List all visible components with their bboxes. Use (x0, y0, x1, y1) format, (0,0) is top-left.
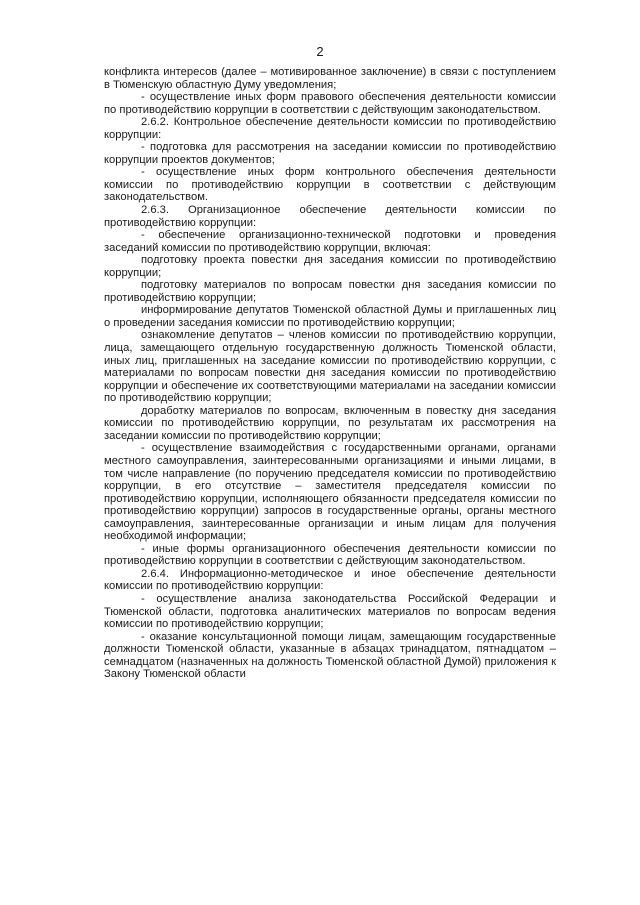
paragraph: - осуществление анализа законодательства Российской Федерации и Тюменской области, подготовка аналитических материалов по вопросам ведения комиссии по противодействию коррупции; (104, 592, 556, 631)
paragraph: - подготовка для рассмотрения на заседании комиссии по противодействию коррупции проектов документов; (104, 141, 556, 166)
paragraph: конфликта интересов (далее – мотивированное заключение) в связи с поступлением в Тюменскую областную Думу уведомления; (104, 66, 556, 91)
document-body (104, 66, 556, 681)
paragraph: подготовку проекта повестки дня заседания комиссии по противодействию коррупции; (104, 254, 556, 279)
paragraph: - обеспечение организационно-технической подготовки и проведения заседаний комиссии по противодействию коррупции, включая: (104, 229, 556, 254)
paragraph: - осуществление взаимодействия с государственными органами, органами местного самоуправления, заинтересованными организациями и иными лицами, в том числе направление (по поручению председателя комиссии по противодействию коррупции, в его отсутствие – заместителя председателя комиссии по противодействию коррупции, исполняющего обязанности председателя комиссии по противодействию коррупции) запросов в государственные органы, органы местного самоуправления, заинтересованные организации и иным лицам для получения необходимой информации; (104, 442, 556, 543)
paragraph: - оказание консультационной помощи лицам, замещающим государственные должности Тюменской области, указанные в абзацах тринадцатом, пятнадцатом – семнадцатом (назначенных на должность Тюменской областной Думой) приложения к Закону Тюменской области (104, 630, 556, 681)
paragraph: - осуществление иных форм контрольного обеспечения деятельности комиссии по противодействию коррупции в соответствии с действующим законодательством. (104, 166, 556, 204)
paragraph: 2.6.4. Информационно-методическое и иное обеспечение деятельности комиссии по противодействию коррупции: (104, 567, 556, 593)
paragraph: информирование депутатов Тюменской областной Думы и приглашенных лиц о проведении заседания комиссии по противодействию коррупции; (104, 304, 556, 329)
paragraph: - иные формы организационного обеспечения деятельности комиссии по противодействию коррупции в соответствии с действующим законодательством. (104, 542, 556, 568)
paragraph: 2.6.2. Контрольное обеспечение деятельности комиссии по противодействию коррупции: (104, 116, 556, 141)
paragraph: подготовку материалов по вопросам повестки дня заседания комиссии по противодействию коррупции; (104, 279, 556, 304)
paragraph: ознакомление депутатов – членов комиссии по противодействию коррупции, лица, замещающего отдельную государственную должность Тюменской области, иных лиц, приглашенных на заседание комиссии по противодействию коррупции, с материалами по вопросам повестки дня заседания комиссии по противодействию коррупции и обеспечение их соответствующими материалами на заседании комиссии по противодействию коррупции; (104, 329, 556, 405)
paragraph: 2.6.3. Организационное обеспечение деятельности комиссии по противодействию коррупции: (104, 204, 556, 229)
paragraph: доработку материалов по вопросам, включенным в повестку дня заседания комиссии по противодействию коррупции, по результатам их рассмотрения на заседании комиссии по противодействию коррупции; (104, 404, 556, 442)
paragraph: - осуществление иных форм правового обеспечения деятельности комиссии по противодействию коррупции в соответствии с действующим законодательством. (104, 91, 556, 116)
page-number: 2 (316, 44, 324, 59)
